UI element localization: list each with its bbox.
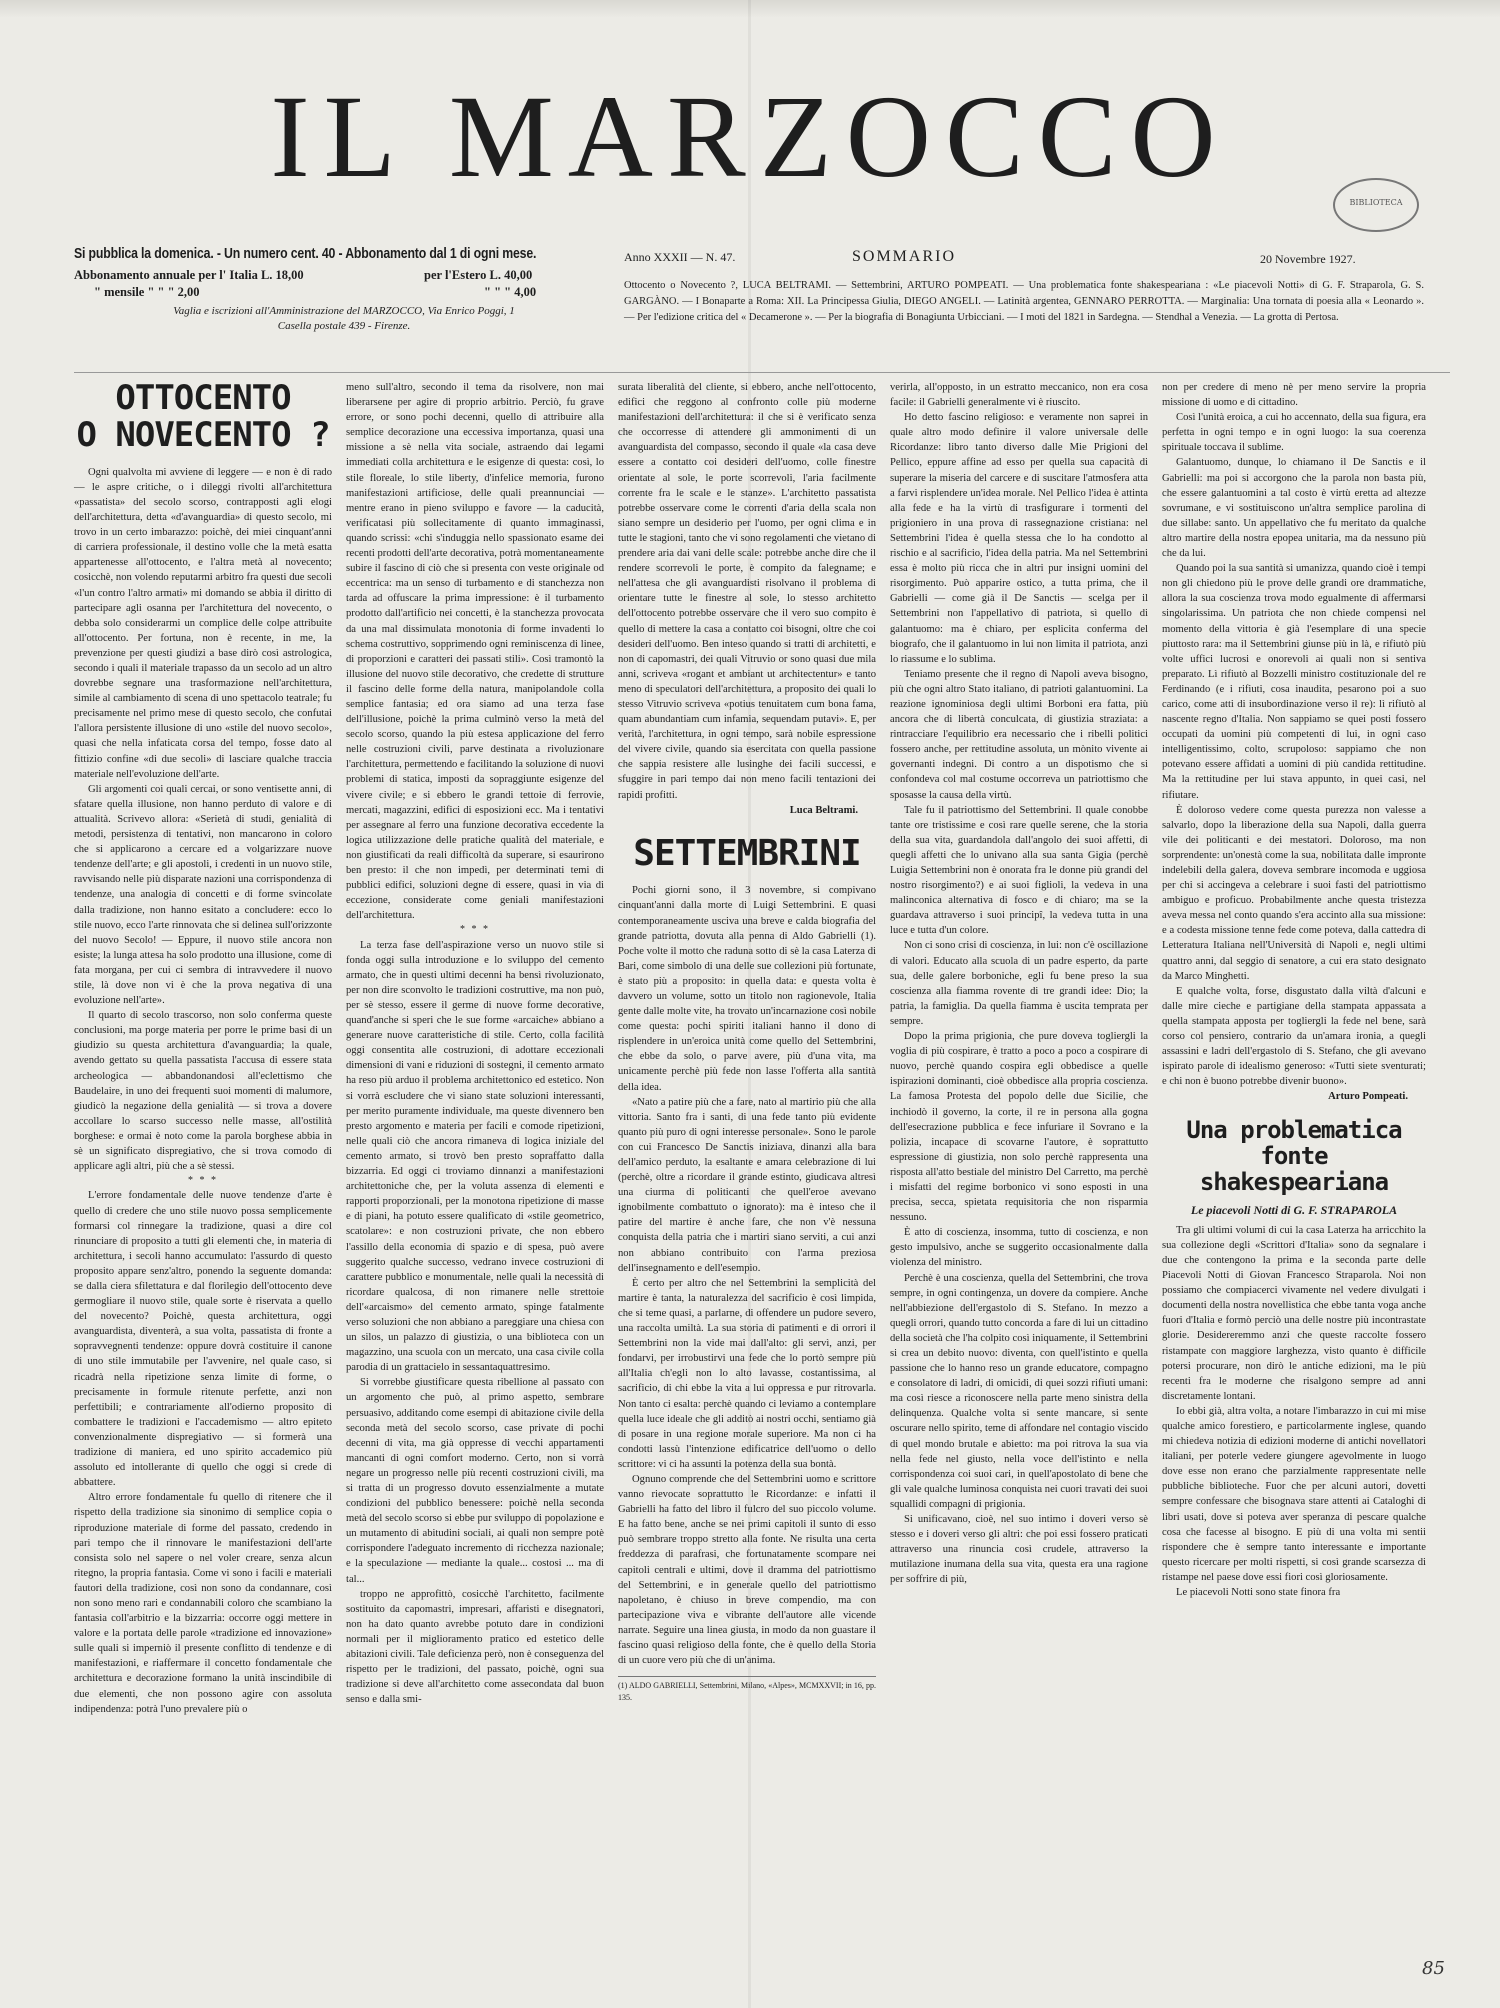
article-2-paragraph: Quando poi la sua santità si umanizza, quando cioè i tempi non gli chiedono più le prove delle grandi ore drammatiche, allora la sua coscienza trova modo egualmente di affermarsi singolarissima. Un patriota che non chiede compensi nel momento della vittoria è già l'esemplare di una specie piuttosto rara: ma il Settembrini giunse più in là, e rifiutò più volte uffici lucrosi e onorevoli ai quali non si sentiva preparato. Lì rifiutò al Bozzelli ministro costituzionale del re Ferdinando (e i rifiuti, cosa inaudita, pesarono poi a suo carico, come atti di insubordinazione verso il re): lì rifiutò al nascente regno d'Italia. Non sappiamo se quei posti fossero occupati da uomini più competenti di lui, in ogni caso intelligentissimo, colto, scrupoloso: sappiamo che non potevano essere affidati a uomini di più candida rettitudine. Ma la rettitudine per lui stava appunto, in quei casi, nel rifiutare. [1162, 563, 1426, 801]
article-1-paragraph: Gli argomenti coi quali cercai, or sono ventisette anni, di sfatare quella illusione, non hanno perduto di valore e di attualità. Scrivevo allora: «Serietà di studi, genialità di metodi, persistenza di tentativi, non mancarono in coloro che si applicarono a cercare ed a volgarizzare nuove tendenze dell'arte; e gli apostoli, i credenti in un nuovo stile, ravvisando nelle più disparate nazioni una corrispondenza di tendenze, una analogia di concetti e di forme svincolate dalla tradizione, non hanno esitato a concludere: ecco lo stile nuovo, ecco l'arte rinnovata che si delinea sull'orizzonte del nuovo Secolo! — Eppure, il nuovo stile ancora non esiste; la lunga attesa ha solo prodotto una illusione, come di fata morgana, per cui ci sembra di intravvedere il nuovo stile, là dove non vi è che la prova negativa di una evoluzione nell'arte». [74, 783, 332, 1007]
article-2-paragraph: È certo per altro che nel Settembrini la semplicità del martire è tanta, la naturalezza del sacrificio è così limpida, che si teme quasi, a parlarne, di offendere un pudore severo, una raccolta umiltà. La sua storia di patimenti e di orrori il Settembrini non la vide mai dall'alto: gli servì, anzi, per fondarvi, per irrobustirvi una fede che lo portò sempre più all'Italia ch'egli non lo alto lavasse, costantissima, al sacrificio, di chi ebbe la vita a lui oppressa e pur ritrovarla. Non tanto ci esalta: perchè quando ci leviamo a contemplare quella luce ideale che gli additò ai nostri occhi, sentiamo già di posare in una regione morale superiore. Ma non ci ha condotti lassù l'intenzione edificatrice dell'uomo o dello scrittore: vi ci ha assunti la potenza della sua bontà. [618, 1277, 876, 1470]
article-2-paragraph: non per credere di meno nè per meno servire la propria missione di uomo e di cittadino. [1162, 382, 1426, 409]
article-2-paragraph: Perchè è una coscienza, quella del Settembrini, che trova sempre, in ogni contingenza, un dovere da compiere. Anche nell'abbiezione dell'ergastolo di S. Stefano. In mezzo a quegli orrori, quando tutto concorda a fare di lui un cittadino della società che l'ha colpito così iniquamente, il Settembrini si crea un debito nuovo: diventa, con quell'istinto e quella passione che lo hanno reso un grande educatore, compagno e consolatore di ladri, di omicidi, di quei sozzi rifiuti umani: ma così riesce a riconoscere nella parte meno sinistra della delinquenza. Qualche volta si sente mancare, si sente oscurare nello spirito, teme di affondare nel contagio viscido di quel mondo brutale e abietto: ma poi ritrova la sua via nella fede nel giusto, nella voce dell'istinto e nella corrispondenza coi suoi cari, in quell'apostolato di bene che gli vale qualche luminosa conquista nei cuori travati dei suoi squallidi compagni di prigionia. [890, 1272, 1148, 1510]
sub-monthly-abroad: " " " 4,00 [484, 285, 537, 299]
subscription-annual [74, 268, 614, 283]
article-2-paragraph: Dopo la prima prigionia, che pure doveva togliergli la voglia di più cospirare, è tratto a poco a poco a cospirare di nuovo, perchè quando cospira egli obbedisce a quelle ispirazioni dominanti, cioè obbedisce alla propria coscienza. La famosa Protesta del popolo delle due Sicilie, che inchiodò il governo, la corte, il re in persona alla gogna dell'esecrazione pubblica e fece infuriare il Sovrano e la polizia, incapace di scovarne l'autore, è soprattutto espressione di giustizia, non solo perchè rappresenta una risposta all'atto bestiale del ministro Del Carretto, ma perchè i misfatti del regime borbonico vi sono esposti in una precisa, secca, spietata requisitoria che non risparmia nessuno. [890, 1031, 1148, 1224]
sub-annual-italy: Abbonamento annuale per l' Italia L. 18,00 [74, 268, 304, 282]
sommario-text: Ottocento o Novecento ?, LUCA BELTRAMI. — Settembrini, ARTURO POMPEATI. — Una problematica fonte shakespeariana : «Le piacevoli Notti» di G. F. Straparola, G. S. GARGÀNO. — I Bonaparte a Roma: XII. La Principessa Giulia, DIEGO ANGELI. — Latinità argentea, GENNARO PERROTTA. — Marginalia: Una tornata di poesia alla « Leonardo ». — Per l'edizione critica del « Decamerone ». — Per la biografia di Bonagiunta Urbicciani. — I moti del 1821 in Sardegna. — Stendhal a Venezia. — La grotta di Pertosa. [624, 280, 1424, 323]
subscription-info [74, 245, 614, 334]
article-2-paragraph: Non ci sono crisi di coscienza, in lui: non c'è oscillazione di valori. Educato alla scuola di un padre esperto, da parte sua, delle galere borboniche, egli fu bene preso la sua coscienza alla fiamma rovente di tre grandi idee: Dio; la patria, la famiglia. Da quella fiamma è uscita temprata per sempre. [890, 940, 1148, 1027]
article-1-paragraph: surata liberalità del cliente, si ebbero, anche nell'ottocento, edifici che reggono al confronto colle più moderne manifestazioni dell'architettura: il che si è verificato senza che occorresse di attendere gli ammonimenti di un avanguardista del compasso, secondo il quale «la casa deve essere a contatto coi desideri dell'uomo, colle finestre orientate al sole, le porte scorrevoli, l'aria facilmente corrente fra le scale e le stanze». L'architetto passatista potrebbe osservare come le correnti d'aria della scala non siano sempre un desiderio per l'uomo, per ogni clima e in tutte le stagioni, tanto che vi sono regolamenti che vietano di prendere aria dai vani delle scale: potrebbe anche dire che il rendere scorrevoli le porte, è compito da falegname; e nell'attesa che gli avanguardisti risolvano il problema di orientare tutte le finestre al sole, lo stesso architetto dell'ottocento potrebbe osservare che il vero suo compito è quello di mettere la casa a contatto coi bisogni, oltre che coi desideri dell'uomo. Ben inteso quando si tratti di architetti, e non di capomastri, dei quali Vitruvio or sono quasi due mila anni, scriveva «rogant et ambiant ut architectentur» e tanto meno di speculatori dell'architettura, a proposito dei quali lo stesso Vitruvio scriveva «potius tenuitatem cum bona fama, quam abundantiam cum infamia, sequendam putavi». E, per verità, l'architettura, in ogni tempo, sarà nobile espressione del vivere civile, quando sia esercitata con quella passione che sappia resistere alle lusinghe dei facili successi, e sfuggire in pari tempo dai non meno facili tentazioni dei rapidi profitti. [618, 382, 877, 801]
footnote: (1) ALDO GABRIELLI, Settembrini, Milano, «Alpes», MCMXXVII; in 16, pp. 135. [618, 1676, 876, 1703]
article-1-paragraph: Il quarto di secolo trascorso, non solo conferma queste conclusioni, ma porge materia per porre le prime basi di un giudizio su questa architettura d'avanguardia; la quale, avendo gettato su quella passatista l'accusa di essere stata archeologica — abbandonandosi all'eclettismo che Baudelaire, in uno dei frequenti suoi momenti di malumore, giudicò la negazione della genialità — si trova a dovere accollare lo scarso successo nelle masse, all'ostilità borghese: e ormai è noto come la parola borghese abbia in sè un significato dispregiativo, che si trova comodo di applicare agli altri, più che a sè stessi. [74, 1010, 332, 1173]
sub-annual-abroad: per l'Estero L. 40,00 [424, 268, 533, 282]
admin-line-2: Casella postale 439 - Firenze. [277, 319, 411, 332]
masthead-title: IL MARZOCCO [270, 71, 1230, 202]
article-2-paragraph: verirla, all'opposto, in un estratto meccanico, non era cosa facile: il Gabrielli generalmente vi è riuscito. [890, 382, 1148, 409]
article-2-paragraph: Così l'unità eroica, a cui ho accennato, della sua figura, era perfetta in ogni tempo e in ogni luogo: la sua coerenza spirituale toccava il sublime. [1162, 412, 1426, 454]
article-2-paragraph: Pochi giorni sono, il 3 novembre, si compivano cinquant'anni dalla morte di Luigi Settembrini. E quasi contemporaneamente usciva una breve e calda biografia del grande patriotta, dovuta alla penna di Aldo Gabrielli (1). Poche volte il motto che raduna sotto di sè la casa Laterza di Bari, come simbolo di una delle sue collezioni più fortunate, è stato più a proposito: in quella data: e questa volta è davvero un volume, sotto un titolo non ragionevole, Italia gente dalle molte vite, ha trovato un'incarnazione così nobile come questa: pochi spiriti italiani hanno il dono di risplendere in un'eroica unità come quello del Settembrini, che ebbe da solo, o parve avere, più d'una vita, ma unicamente perchè più fede non lasse l'offerta alla santità della idea. [618, 885, 876, 1093]
article-3-title-line-1: Una problematica fonte [1186, 1115, 1402, 1170]
article-1-paragraph: La terza fase dell'aspirazione verso un nuovo stile si fonda oggi sulla introduzione e lo sviluppo del cemento armato, che in questi ultimi decenni ha bensì rivoluzionato, per non dire sconvolto le tradizioni costruttive, ma non può, per sè stesso, essere il germe di nuove forme decorative, quand'anche si speri che le sue forme «arcaiche» abbiano a generare nuove caratteristiche di stile. Certo, colla facilità oggi consentita alle costruzioni, di adottare eccezionali dimensioni di vani e riduzioni di sostegni, il cemento armato ha reso più arduo il problema architettonico ed estetico. Non si vorrà escludere che vi siano state soluzioni interessanti, per merito puramente individuale, ma queste divennero ben presto argomento e materia per facili e comode ripetizioni, nelle quali ciò che ancora rimaneva di logica iniziale del cemento armato, si trovò ben presto sopraffatto dalla bizzarria. Ed oggi ci troviamo dinnanzi a manifestazioni architettoniche che, per la voluta assenza di elementi e rapporti proporzionali, per la monotona ripetizione di masse e di piani, ha potuto essere qualificato di «stile geometrico, scatolare»: e non costruzioni private, che non ebbero l'assillo della economia di spazio e di spesa, può avere suggerito qualche successo, vedrano invece costruzioni di carattere pubblico e monumentale, nelle quali la necessità di ricordare qualcosa, di non rimanere nelle strettoie dell'«arcaismo» del cemento armato, spinge fatalmente verso soluzioni che non abbiano a pareggiare una chiesa con un silos, un palazzo di giustizia, o una biblioteca con un magazzino, una scuola con un mercato, una casa civile colla parodia di un grattacielo in sessantaquattresimo. [346, 939, 604, 1374]
section-separator: * * * [188, 1175, 218, 1187]
article-2-paragraph: È atto di coscienza, insomma, tutto di coscienza, e non gesto impulsivo, anche se suggerito occasionalmente dalla violenza del ministro. [890, 1227, 1148, 1269]
column-4 [890, 380, 1148, 1588]
article-2-title: SETTEMBRINI [633, 832, 861, 874]
article-1-title-line-2: O NOVECENTO ? [76, 415, 330, 456]
article-2-paragraph: Ho detto fascino religioso: e veramente non saprei in quale altro modo definire il valore universale delle Ricordanze: libro tanto diverso dalle Mie Prigioni del Pellico, eppure affine ad esso per quella sua capacità di superare la miseria del carcere e di suscitare l'atmosfera atta a farvi risplendere un'idea morale. Nel Pellico l'idea è attinta alla fede e ha la virtù di trasfigurare i tormenti del prigioniero in una prova di rassegnazione cristiana: nel Settembrini l'idea è quella stessa che lo ha condotto al rischio e al sacrificio, l'idea della patria. Ma nel Settembrini essa è molto più ricca che in altri pur insigni uomini del risorgimento. Può apparire ostico, a tutta prima, che il Gabrielli — come già il De Sanctis — scelga per il Settembrini non l'appellativo di patriota, sì quello di galantuomo: ma è chiaro, per esplicita conferma del biografo, che il galantuomo in lui non limita il patriota, anzi lo riassume e lo sublima. [890, 412, 1148, 665]
article-2-paragraph: E qualche volta, forse, disgustato dalla viltà d'alcuni e dalle mire cieche e partigiane della stampata appassata a quella stampata apposta per togliergli la fede nel bene, sarà corso col pensiero, contrario da un'amara ironia, a quegli assassini e ladri dell'ergastolo di S. Stefano, che gli avevano ispirato parole di idealismo generoso: «Tutti siete sventurati; e chi non è buono potrebbe divenir buono». [1162, 985, 1426, 1088]
article-3-paragraph: Io ebbi già, altra volta, a notare l'imbarazzo in cui mi mise qualche amico forestiero, e particolarmente inglese, quando mi chiedeva notizia di edizioni moderne di antichi novellatori italiani, per poterle vedere giungere agevolmente in luogo dove esse non erano che parzialmente rappresentate nelle pubbliche biblioteche. Fuor che per alcuni autori, dovetti sempre confessare che bisognava stare attenti ai Cataloghi di libri usati, dove si poteva aver speranza di pescare qualche cosa che facesse al bisogno. E più di una volta mi sentii rispondere che è sempre tanto interessante e importante questo ricercare per molti rispetti, si così grande scarsezza di ristampe nel paese dove essi fiori così gloriosamente. [1162, 1405, 1426, 1583]
sommario-title: SOMMARIO [852, 248, 957, 265]
sub-monthly-italy: " mensile " " " 2,00 [94, 285, 200, 299]
stamp-text: BIBLIOTECA [1349, 198, 1403, 207]
issue-number: Anno XXXII — N. 47. [624, 250, 736, 264]
column-3 [618, 380, 876, 1703]
section-separator: * * * [460, 924, 490, 936]
article-1-paragraph: troppo ne approfittò, cosicchè l'architetto, facilmente sostituito da capomastri, impresari, affaristi e disegnatori, non ha dato quanto avrebbe potuto dare in condizioni normali per il miglioramento pratico ed estetico delle abitazioni civili. Tale deficienza però, non è conseguenza del rispetto per le tradizioni, del passato, poichè, ogni sua tradizione si deve all'architetto come assecondata dal buon senso e dalla smi- [346, 1588, 604, 1706]
article-2-signature: Arturo Pompeati. [1328, 1091, 1408, 1103]
publication-line: Si pubblica la domenica. - Un numero cent. 40 - Abbonamento dal 1 di ogni mese. [74, 245, 537, 262]
article-2-paragraph: Teniamo presente che il regno di Napoli aveva bisogno, più che ogni altro Stato italiano, di patrioti galantuomini. La reazione ignominiosa degli ultimi Borboni era fatta, più ancora che di libertà conculcata, di giustizia straziata: a rintracciare l'equilibrio era necessario che i ribelli politici fossero anche, per rettitudine assoluta, un mònito vivente ai governanti indegni. Di contro a un dispotismo che si confondeva col mal costume occorreva un patriottismo che sposasse la causa della virtù. [890, 668, 1148, 801]
article-1-paragraph: Ogni qualvolta mi avviene di leggere — e non è di rado — le aspre critiche, o i dileggi rivolti all'architettura «passatista» del secolo scorso, contrapposti agli elogi dell'architettura, detta «d'avanguardia» di questo secolo, mi trovo in un certo imbarazzo: poichè, dei miei cinquant'anni di carriera professionale, il destino volle che la metà esatta appartenesse all'ottocento, e l'altra metà al novecento; cosicchè, non volendo reputarmi arbitro fra questi due secoli «l'un contro l'altro armati» mi domando se abbia il diritto di partecipare agli osanna per l'architettura del novecento, o debba solo considerarmi un complice delle colpe attribuite all'ottocento. Per fortuna, non è recente, in me, la prevenzione per questi giudizi a base dirò così astrologica, secondo i quali il materiale trapasso da un secolo ad un altro dovrebbe segnare una trasformazione nell'architettura, simile al cambiamento di scena di uno spettacolo teatrale; fu precisamente nel primo mese di questo secolo, che confutai l'allora persistente illusione di uno «stile del nuovo secolo», quasi che nella infaticata corsa del tempo, fosse dato al fittizio confine «di due secoli» di lasciare qualche traccia materiale nell'evoluzione dell'arte. [74, 466, 332, 780]
article-2-paragraph: Si unificavano, cioè, nel suo intimo i doveri verso sè stesso e i doveri verso gli altri: che poi essi fossero praticati attraverso una rinuncia così crudele, attraverso la mutilazione inumana della sua vita, questa era una ragione per soffrire di più, [890, 1514, 1148, 1586]
article-2-paragraph: Ognuno comprende che del Settembrini uomo e scrittore vanno rievocate soprattutto le Ricordanze: e infatti il Gabrielli ha fatto del libro il fulcro del suo piccolo volume. E ha fatto bene, anche se nei primi capitoli il sunto di esso può sembrare troppo stretto alla fonte. Ne risulta una certa freddezza di parafrasi, che fortunatamente scompare nei capitoli centrali e ultimi, dove il dramma del patriottismo del Settembrini, e in generale quello del patriottismo napoletano, è chiuso in breve compendio, ma con partecipazione viva e vibrante dell'autore alle vicende narrate. Seguire una linea giusta, in modo da non guastare il fascino quasi religioso della fonte, che è quello della Storia di un cuore vero più che di un'anima. [618, 1473, 876, 1667]
library-stamp [1333, 178, 1419, 232]
article-1-paragraph: meno sull'altro, secondo il tema da risolvere, non mai liberarsene per agire di proprio arbitrio. Perciò, fu grave errore, or sono pochi decenni, quello di attribuire alla semplice decorazione una eccessiva importanza, quasi una missione a sè nella vita sociale, astraendo dai legami immediati colla architettura e le esigenze di questa: così, lo stile floreale, lo stile liberty, d'infelice memoria, furono manifestazioni artificiose, delle quali preannunciai — mentre erano in pieno sviluppo e favore — la caducità, verificatasi più sollecitamente di quanto immaginassi, quando scrissi: «chi s'induggia nello spassionato esame dei recenti prodotti dell'arte decorativa, potrà momentaneamente subire il fascino di ciò che si presenta con veste originale od eccentrica: ma un senso di turbamento e di stanchezza non tarda ad offuscare la prima impressione: è il turbamento prodotto dall'artificio nei concetti, è la stanchezza provocata da una mal dissimulata monotonia di forme invadenti lo schema costruttivo, sopprimendo ogni reminiscenza di linee, di proporzioni e caratteri dei passati stili». Così tramontò la illusione del nuovo stile decorativo, che credette di strutture il fascino delle forme della natura, manipolandole colla semplice fantasia; ed ora siamo ad una terza fase dell'illusione, poichè la prima culminò verso la metà del secolo scorso, quando la più estesa applicazione del ferro nelle costruzioni civili, parve destinata a rivoluzionare l'architettura, permettendo e facilitando la soluzione di nuovi problemi di statica, imposti da sopraggiunte esigenze del vivere civile; e si ebbero le grandi tettoie di ferrovie, mercati, magazzini, edifici di esposizioni ecc. Ma i tentativi per assegnare al ferro una funzione decorativa eccedente la logica utilizzazione delle pratiche qualità del materiale, e non giustificati da reali difficoltà da superare, si esaurirono ben presto: il che non impedì, per determinati temi di pubblici edifici, soluzioni degne di essere, quasi in via di eccezione, considerate come geniali manifestazioni dell'architettura. [346, 382, 604, 922]
column-5 [1162, 380, 1426, 1600]
article-1-paragraph: Si vorrebbe giustificare questa ribellione al passato con un argomento che può, al primo aspetto, sembrare persuasivo, additando come esempi di abitazione civile della seconda metà del secolo scorso, case private di pochi decenni di vita, ma già oppresse di vecchi appartamenti mancanti di ogni comfort moderno. Certo, non si vorrà negare un progresso nelle più recenti costruzioni civili, ma si tratta di un progresso dovuto essenzialmente a mutate condizioni del pubblico benessere: poichè nella seconda metà del secolo scorso si ebbe pur sviluppo di popolazione e un mutamento di abitudini sociali, ai quali non sempre potè corrispondere l'adeguato incremento di ricchezza nazionale; e la speculazione — mediante la quale... costosi ... ma di tal... [346, 1377, 604, 1585]
admin-address [74, 304, 614, 334]
article-1-paragraph: Altro errore fondamentale fu quello di ritenere che il rispetto della tradizione sia sinonimo di semplice copia o riproduzione materiale di forme del passato, credendo in pari tempo che il rinnovare le manifestazioni dell'arte consista solo nel sapere o nel voler creare, senza alcun ritegno, la propria fantasia. Come vi sono i facili e materiali fautori della tradizione, così non sono da condannare, così non sono meno rari e condannabili coloro che scambiano la fantasia coll'arbitrio e la bizzarria: occorre oggi mettere in valore e la portata delle parole «tradizione ed innovazione» sulle quali si imperniò il presente conflitto di tendenze e di manifestazioni, e riaffermare il concetto fondamentale che architettura e decorazione formano la unità inscindibile di due elementi, che non possono agire con assoluta indipendenza: potrà l'uno prevalere più o [74, 1492, 332, 1715]
header-rule [74, 372, 1450, 373]
article-3-paragraph: Tra gli ultimi volumi di cui la casa Laterza ha arricchito la sua collezione degli «Scrittori d'Italia» sono da segnalare i due che contengono la prima e la seconda parte delle Piacevoli Notti di Giovan Francesco Straparola. Noi non possiamo che compiacerci vivamente nel vedere divulgati i documenti della nostra novellistica che ebbe tanta voga anche fuori d'Italia e formò perciò una delle nostre più incontrastate glorie. Desidereremmo anzi che queste raccolte fossero ristampate con maggiore larghezza, visto quanto è difficile potersi procurare, non dirò le antiche edizioni, ma le più recenti fra le moderne che risalgono sempre ad anni discretamente lontani. [1162, 1224, 1426, 1402]
article-2-paragraph: Tale fu il patriottismo del Settembrini. Il quale conobbe tante ore tristissime e così rare quelle serene, che la storia della sua vita, guardandola dall'angolo dei suoi affetti, di quegli affetti che lo univano alla sua santa Gigia (perchè Luigia Settembrini non è onorata fra le donne più grandi del nostro risorgimento?) e ai suoi figlioli, la vedeva in una malinconica alternativa di fosco e di chiaro; ma se la guardava attraverso i suoi principî, la vedeva tutta in una luce e tutta d'un colore. [890, 804, 1148, 937]
page-number: 85 [1422, 1958, 1445, 1979]
article-3-paragraph: Le piacevoli Notti sono state finora fra [1176, 1587, 1341, 1599]
admin-line-1: Vaglia e iscrizioni all'Amministrazione del MARZOCCO, Via Enrico Poggi, 1 [173, 305, 515, 317]
article-3-subtitle: Le piacevoli Notti di G. F. STRAPAROLA [1190, 1202, 1398, 1217]
article-1-title-line-1: OTTOCENTO [115, 378, 291, 418]
subscription-monthly [74, 285, 614, 300]
article-2-paragraph: Galantuomo, dunque, lo chiamano il De Sanctis e il Gabrielli: ma poi si accorgono che la parola non basta più, che essere galantuomini a tal costo è virtù eretta ad altezze sovrumane, e vi sostituiscono un'altra semplice parolina di due sillabe: santo. Un appellativo che fu meritato da qualche altro martire della nostra epopea unitaria, ma da nessuno più che da lui. [1162, 457, 1426, 560]
column-1 [74, 380, 332, 1717]
article-2-paragraph: «Nato a patire più che a fare, nato al martirio più che alla vittoria. Santo fra i santi, di una fede tanto più evidente quanto più puro di ogni interesse personale». Sono le parole con cui Francesco De Sanctis iniziava, dinanzi alla bara dell'amico perduto, la esaltante e amara celebrazione di lui (perchè, oltre a ricordare il grande estinto, giudicava altresì una ciurma di politicanti che quell'eroe avevano ignobilmente combattuto o ignorato): ma è inteso che il patire del martire è anche fare, che non v'è nessuna conquista della patria che i martiri siano serviti, a cui anzi non abbiano contribuito con l'arma preziosa dell'insegnamento e dell'esempio. [618, 1096, 876, 1274]
issue-date: 20 Novembre 1927. [1260, 252, 1356, 266]
article-1-signature: Luca Beltrami. [789, 804, 858, 816]
article-3-title-line-2: shakespeariana [1199, 1168, 1389, 1197]
column-2 [346, 380, 604, 1707]
article-1-paragraph: L'errore fondamentale delle nuove tendenze d'arte è quello di credere che uno stile nuovo possa semplicemente formarsi col rinnegare la tradizione, quasi a dire col rinunciare di proposito a tutti gli elementi che, in materia di architettura, i secoli hanno accumulato: l'assurdo di questo proposito appare senz'altro, ponendo la seguente domanda: se dalla ciera sfilettatura e dal florilegio dell'ottocento deve germogliare il nuovo stile, quale sorte è riservata a quello del novecento? Poichè, questa architettura, oggi avanguardista, diventerà, a sua volta, passatista di fronte a sopravvegnenti tendenze: oppure dovrà costituire il canone di uno stile immutabile per l'avvenire, nel quale caso, si ricadrà nella ripetizione senza limite di forme, o precisamente in formule ritenute perfette, anzi non perfettibili; e contrariamente all'odierno proposito di combattere le tradizioni e l'accademismo — altro epiteto convenzionalmente dispregiativo — si formerà una tradizione di maniera, ed uno spirito accademico più assoluto ed intollerante di quello che oggi si crede di abbattere. [74, 1190, 332, 1489]
article-2-paragraph: È doloroso vedere come questa purezza non valesse a salvarlo, dopo la liberazione della sua Napoli, dalla guerra vile dei politicanti e dei mestatori. Doloroso, ma non sorprendente: un'onestà come la sua, nobilitata dalle impronte indelebili della galera, doveva sembrare incomoda e uggiosa per chi si accingeva a celebrare i suoi fasti del patriottismo ambiguo e proficuo. Probabilmente anche questa tristezza aveva messa nel conto quando s'era accinto alla sua missione: e a codesta missione tenne fede come poteva, dalla cattedra di Letteratura Italiana nell'Università di Napoli e, negli ultimi quattro anni, dal seggio di senatore, a cui era stato designato da Marco Minghetti. [1162, 804, 1426, 982]
